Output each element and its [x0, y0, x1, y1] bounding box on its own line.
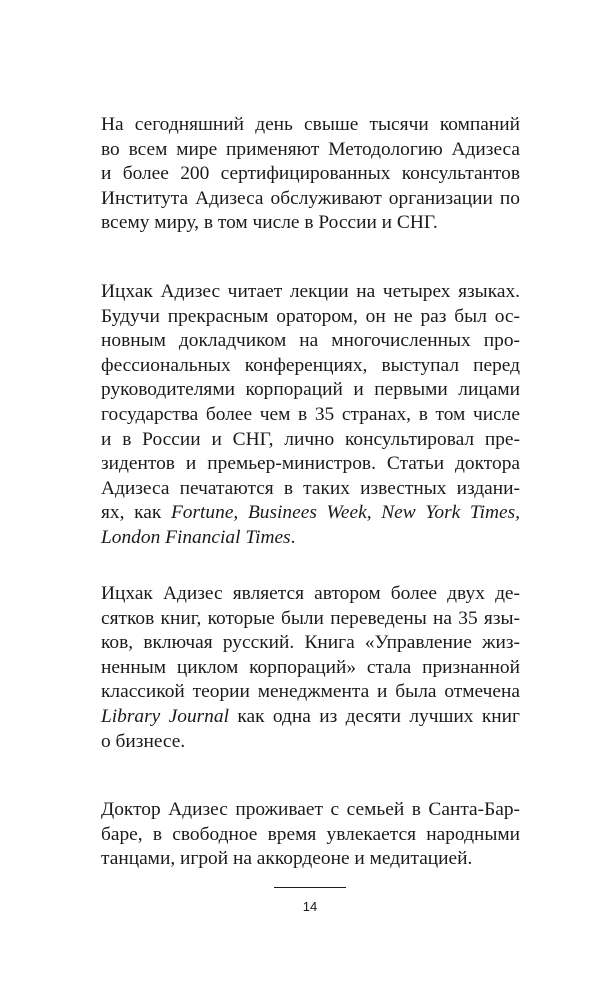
text-line: [101, 705, 520, 730]
text-segment: ях, как: [101, 502, 171, 524]
text-line: во всем мире применяют Методологию Адизеса: [101, 138, 520, 160]
text-line: новным докладчиком на многочисленных про-: [101, 330, 520, 352]
text-line: руководителями корпораций и первыми лицами: [101, 379, 520, 401]
text-line: баре, в свободное время увлекается народными: [101, 823, 520, 845]
italic-text: London Financial Times: [101, 526, 291, 548]
text-line: Доктор Адизес проживает с семьей в Санта-Бар-: [101, 799, 520, 820]
page-number: 14: [302, 899, 318, 914]
text-line: ков, включая русский. Книга «Управление жиз-: [101, 632, 520, 654]
text-line: и в России и СНГ, лично консультировал пре-: [101, 428, 520, 450]
text-line: [101, 501, 520, 526]
paragraph-1: [101, 113, 520, 236]
text-line: зидентов и премьер-министров. Статьи доктора: [101, 453, 520, 475]
paragraph-4: [101, 798, 520, 872]
paragraph-2: [101, 280, 520, 551]
text-line: Ицхак Адизес читает лекции на четырех языках.: [101, 281, 520, 302]
text-line: Ицхак Адизес является автором более двух де-: [101, 583, 520, 604]
text-line: Адизеса печатаются в таких известных издани-: [101, 477, 520, 499]
text-line: фессиональных конференциях, выступал перед: [101, 354, 520, 376]
text-segment: .: [290, 526, 296, 548]
text-line: Будучи прекрасным оратором, он не раз был ос-: [101, 305, 520, 327]
text-line: Института Адизеса обслуживают организации по: [101, 187, 520, 209]
footer-divider: [274, 887, 346, 888]
italic-text: Fortune, Businees Week, New York Times,: [170, 502, 521, 524]
text-line: всему миру, в том числе в России и СНГ.: [101, 212, 438, 234]
text-line: ненным циклом корпораций» стала признанной: [101, 656, 520, 678]
text-line: танцами, игрой на аккордеоне и медитацией.: [101, 848, 473, 870]
text-segment: как одна из десяти лучших книг: [228, 705, 520, 727]
text-line: классикой теории менеджмента и была отмечена: [101, 681, 520, 703]
text-line: [101, 526, 520, 551]
text-line: государства более чем в 35 странах, в том числе: [101, 403, 520, 425]
text-line: На сегодняшний день свыше тысячи компаний: [101, 114, 520, 135]
paragraph-3: [101, 582, 520, 754]
text-line: о бизнесе.: [101, 730, 186, 752]
italic-text: Library Journal: [101, 705, 229, 727]
text-line: сятков книг, которые были переведены на 35 язы-: [101, 607, 520, 629]
text-line: и более 200 сертифицированных консультантов: [101, 163, 520, 185]
